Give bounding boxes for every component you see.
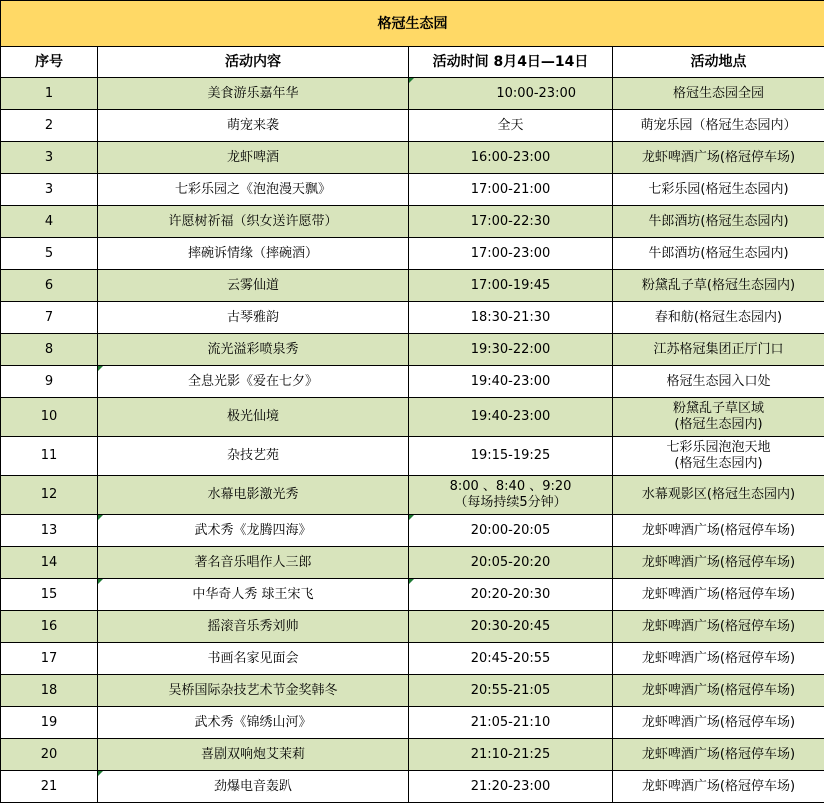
cell-place[interactable]: 龙虾啤酒广场(格冠停车场) (613, 675, 824, 707)
cell-no[interactable]: 15 (1, 579, 98, 611)
comment-marker-icon (98, 515, 103, 520)
cell-content[interactable]: 龙虾啤酒 (98, 142, 409, 174)
cell-place[interactable]: 萌宠乐园（格冠生态园内） (613, 110, 824, 142)
cell-time[interactable]: 17:00-22:30 (409, 206, 613, 238)
cell-place[interactable]: 龙虾啤酒广场(格冠停车场) (613, 707, 824, 739)
cell-place[interactable]: 水幕观影区(格冠生态园内) (613, 476, 824, 515)
cell-content[interactable]: 全息光影《爱在七夕》 (98, 366, 409, 398)
cell-no[interactable]: 7 (1, 302, 98, 334)
cell-no[interactable]: 18 (1, 675, 98, 707)
cell-place[interactable]: 龙虾啤酒广场(格冠停车场) (613, 771, 824, 803)
cell-place[interactable]: 龙虾啤酒广场(格冠停车场) (613, 611, 824, 643)
table-row (1, 771, 824, 803)
cell-no[interactable]: 21 (1, 771, 98, 803)
cell-content[interactable]: 武术秀《锦绣山河》 (98, 707, 409, 739)
cell-content[interactable]: 摇滚音乐秀刘帅 (98, 611, 409, 643)
cell-time[interactable]: 17:00-23:00 (409, 238, 613, 270)
table-row (1, 174, 824, 206)
cell-time[interactable]: 20:05-20:20 (409, 547, 613, 579)
cell-no[interactable]: 20 (1, 739, 98, 771)
cell-place[interactable]: 龙虾啤酒广场(格冠停车场) (613, 739, 824, 771)
cell-time[interactable]: 19:30-22:00 (409, 334, 613, 366)
cell-time[interactable]: 19:40-23:00 (409, 398, 613, 437)
table-row (1, 398, 824, 437)
cell-content[interactable]: 摔碗诉情缘（摔碗酒） (98, 238, 409, 270)
cell-content[interactable]: 云雾仙道 (98, 270, 409, 302)
cell-time[interactable]: 21:20-23:00 (409, 771, 613, 803)
cell-no[interactable]: 2 (1, 110, 98, 142)
table-row (1, 302, 824, 334)
cell-time[interactable]: 17:00-21:00 (409, 174, 613, 206)
cell-content[interactable]: 美食游乐嘉年华 (98, 78, 409, 110)
cell-time[interactable]: 17:00-19:45 (409, 270, 613, 302)
cell-time[interactable]: 19:40-23:00 (409, 366, 613, 398)
cell-content[interactable]: 中华奇人秀 球王宋飞 (98, 579, 409, 611)
cell-time[interactable]: 8:00 、8:40 、9:20 （每场持续5分钟） (409, 476, 613, 515)
cell-no[interactable]: 1 (1, 78, 98, 110)
cell-no[interactable]: 6 (1, 270, 98, 302)
cell-no[interactable]: 10 (1, 398, 98, 437)
cell-no[interactable]: 16 (1, 611, 98, 643)
cell-time[interactable]: 20:45-20:55 (409, 643, 613, 675)
cell-place[interactable]: 龙虾啤酒广场(格冠停车场) (613, 547, 824, 579)
cell-place[interactable]: 春和舫(格冠生态园内) (613, 302, 824, 334)
table-row (1, 739, 824, 771)
table-row (1, 206, 824, 238)
cell-no[interactable]: 3 (1, 174, 98, 206)
table-row (1, 270, 824, 302)
table-row (1, 366, 824, 398)
cell-content[interactable]: 古琴雅韵 (98, 302, 409, 334)
cell-content[interactable]: 许愿树祈福（织女送许愿带） (98, 206, 409, 238)
comment-marker-icon (409, 579, 414, 584)
header-time[interactable]: 活动时间 8月4日—14日 (409, 47, 613, 78)
cell-time[interactable]: 10:00-23:00 (409, 78, 613, 110)
header-place[interactable]: 活动地点 (613, 47, 824, 78)
cell-place[interactable]: 七彩乐园泡泡天地 (格冠生态园内) (613, 437, 824, 476)
cell-no[interactable]: 14 (1, 547, 98, 579)
cell-no[interactable]: 17 (1, 643, 98, 675)
table-row (1, 78, 824, 110)
table-row (1, 643, 824, 675)
table-row (1, 476, 824, 515)
comment-marker-icon (409, 78, 414, 83)
cell-content[interactable]: 吴桥国际杂技艺术节金奖韩冬 (98, 675, 409, 707)
cell-no[interactable]: 3 (1, 142, 98, 174)
cell-time[interactable]: 21:10-21:25 (409, 739, 613, 771)
cell-no[interactable]: 12 (1, 476, 98, 515)
cell-content[interactable]: 流光溢彩喷泉秀 (98, 334, 409, 366)
cell-no[interactable]: 13 (1, 515, 98, 547)
cell-place[interactable]: 粉黛乱子草区域 (格冠生态园内) (613, 398, 824, 437)
cell-content[interactable]: 武术秀《龙腾四海》 (98, 515, 409, 547)
table-row (1, 707, 824, 739)
comment-marker-icon (98, 771, 103, 776)
cell-place[interactable]: 龙虾啤酒广场(格冠停车场) (613, 515, 824, 547)
cell-place[interactable]: 格冠生态园全园 (613, 78, 824, 110)
table-row (1, 547, 824, 579)
table-row (1, 675, 824, 707)
table-row (1, 142, 824, 174)
table-row (1, 238, 824, 270)
table-row (1, 515, 824, 547)
comment-marker-icon (98, 579, 103, 584)
cell-place[interactable]: 龙虾啤酒广场(格冠停车场) (613, 142, 824, 174)
cell-place[interactable]: 牛郎酒坊(格冠生态园内) (613, 206, 824, 238)
table-row (1, 334, 824, 366)
cell-content[interactable]: 七彩乐园之《泡泡漫天飘》 (98, 174, 409, 206)
cell-content[interactable]: 水幕电影激光秀 (98, 476, 409, 515)
cell-place[interactable]: 格冠生态园入口处 (613, 366, 824, 398)
cell-time[interactable]: 16:00-23:00 (409, 142, 613, 174)
header-content[interactable]: 活动内容 (98, 47, 409, 78)
table-row (1, 110, 824, 142)
cell-time[interactable]: 18:30-21:30 (409, 302, 613, 334)
cell-place[interactable]: 粉黛乱子草(格冠生态园内) (613, 270, 824, 302)
header-no[interactable]: 序号 (1, 47, 98, 78)
cell-time[interactable]: 21:05-21:10 (409, 707, 613, 739)
table-row (1, 579, 824, 611)
cell-content[interactable]: 劲爆电音轰趴 (98, 771, 409, 803)
table-row (1, 611, 824, 643)
cell-no[interactable]: 9 (1, 366, 98, 398)
cell-place[interactable]: 龙虾啤酒广场(格冠停车场) (613, 643, 824, 675)
cell-place[interactable]: 江苏格冠集团正厅门口 (613, 334, 824, 366)
cell-content[interactable]: 著名音乐唱作人三郎 (98, 547, 409, 579)
cell-time[interactable]: 19:15-19:25 (409, 437, 613, 476)
sheet-title[interactable]: 格冠生态园 (1, 1, 824, 47)
cell-time[interactable]: 20:20-20:30 (409, 579, 613, 611)
cell-no[interactable]: 8 (1, 334, 98, 366)
comment-marker-icon (409, 515, 414, 520)
cell-content[interactable]: 杂技艺苑 (98, 437, 409, 476)
cell-time[interactable]: 20:55-21:05 (409, 675, 613, 707)
cell-content[interactable]: 萌宠来袭 (98, 110, 409, 142)
cell-no[interactable]: 19 (1, 707, 98, 739)
cell-place[interactable]: 龙虾啤酒广场(格冠停车场) (613, 579, 824, 611)
cell-content[interactable]: 极光仙境 (98, 398, 409, 437)
cell-content[interactable]: 书画名家见面会 (98, 643, 409, 675)
cell-place[interactable]: 七彩乐园(格冠生态园内) (613, 174, 824, 206)
cell-time[interactable]: 全天 (409, 110, 613, 142)
cell-no[interactable]: 4 (1, 206, 98, 238)
cell-no[interactable]: 11 (1, 437, 98, 476)
cell-time[interactable]: 20:00-20:05 (409, 515, 613, 547)
header-row (1, 47, 824, 78)
cell-place[interactable]: 牛郎酒坊(格冠生态园内) (613, 238, 824, 270)
table-row (1, 437, 824, 476)
comment-marker-icon (98, 366, 103, 371)
cell-content[interactable]: 喜剧双响炮艾茉莉 (98, 739, 409, 771)
title-row (1, 1, 824, 47)
cell-time[interactable]: 20:30-20:45 (409, 611, 613, 643)
cell-no[interactable]: 5 (1, 238, 98, 270)
